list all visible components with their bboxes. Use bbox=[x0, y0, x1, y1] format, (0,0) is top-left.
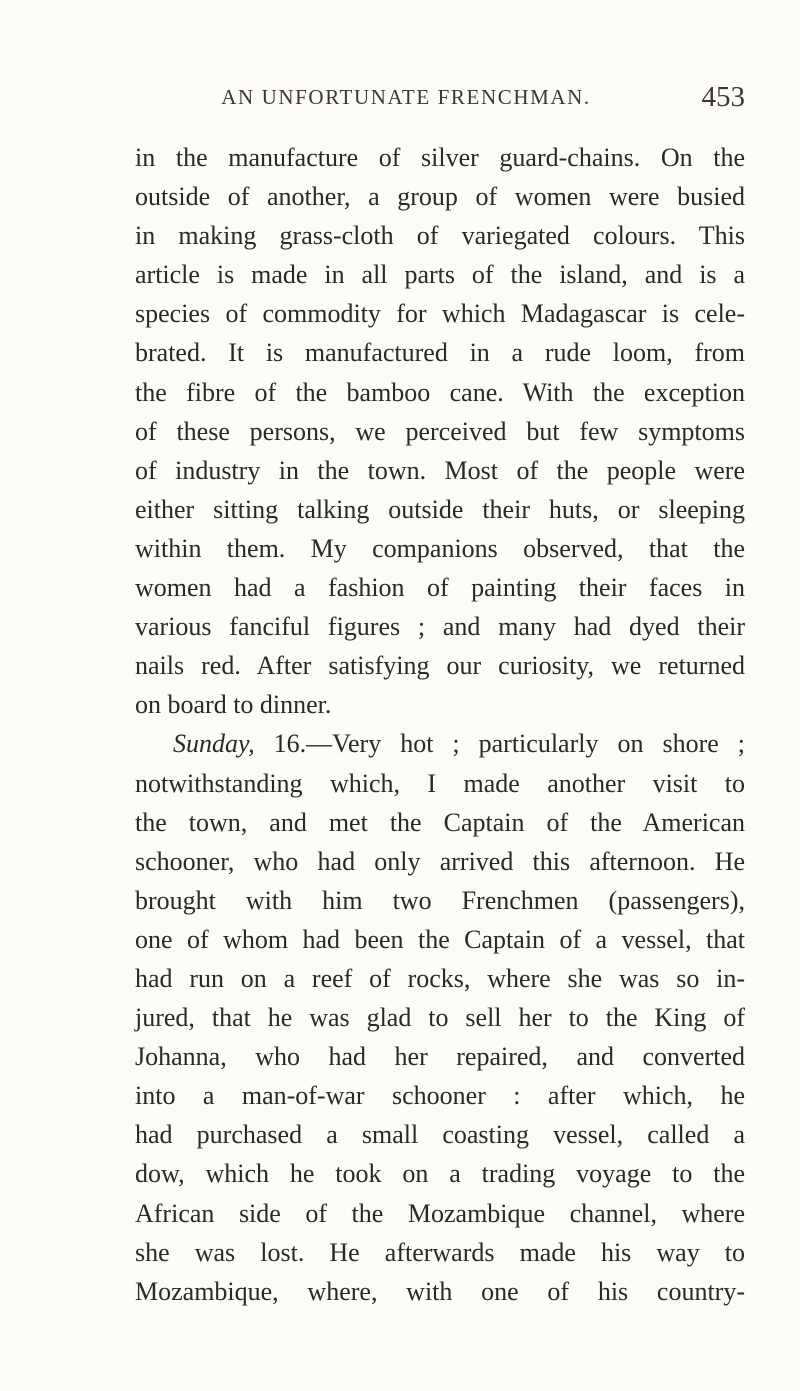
text-line: brought with him two Frenchmen (passengers), bbox=[135, 885, 745, 915]
text-line: schooner, who had only arrived this afternoon. He bbox=[135, 846, 745, 876]
body-text bbox=[135, 138, 745, 1311]
text-line: of industry in the town. Most of the people were bbox=[135, 455, 745, 485]
text-line: species of commodity for which Madagascar is cele- bbox=[135, 299, 745, 329]
text-line: into a man-of-war schooner : after which, he bbox=[135, 1081, 745, 1111]
text-line: Johanna, who had her repaired, and converted bbox=[135, 1042, 745, 1072]
text-line: in the manufacture of silver guard-chains. On the bbox=[135, 143, 745, 172]
text-line: Mozambique, where, with one of his country- bbox=[135, 1276, 745, 1306]
text-line: one of whom had been the Captain of a vessel, that bbox=[135, 924, 745, 954]
text-line: the fibre of the bamboo cane. With the exception bbox=[135, 377, 745, 407]
text-line: within them. My companions observed, that the bbox=[135, 533, 745, 563]
text-line: various fanciful figures ; and many had dyed their bbox=[135, 612, 745, 642]
page-number: 453 bbox=[701, 81, 745, 113]
text-line: outside of another, a group of women were busied bbox=[135, 182, 745, 212]
text-line: article is made in all parts of the island, and is a bbox=[135, 260, 745, 290]
text-line: in making grass-cloth of variegated colours. This bbox=[135, 221, 745, 251]
text-line: African side of the Mozambique channel, where bbox=[135, 1198, 745, 1228]
paragraph-2-first-line bbox=[135, 724, 745, 763]
text-line: jured, that he was glad to sell her to the King of bbox=[135, 1003, 745, 1033]
page-header bbox=[135, 81, 745, 121]
paragraph-end-line: on board to dinner. bbox=[135, 690, 332, 720]
date-heading: Sunday, bbox=[173, 729, 255, 759]
text-line: nails red. After satisfying our curiosity, we returned bbox=[135, 651, 745, 681]
text-line: had run on a reef of rocks, where she was so in- bbox=[135, 963, 745, 993]
text-line: brated. It is manufactured in a rude loom, from bbox=[135, 338, 745, 368]
text-line: the town, and met the Captain of the American bbox=[135, 807, 745, 837]
text-line: dow, which he took on a trading voyage to the bbox=[135, 1159, 745, 1189]
text-line: she was lost. He afterwards made his way to bbox=[135, 1237, 745, 1267]
text-line: either sitting talking outside their huts, or sleeping bbox=[135, 494, 745, 524]
paragraph-2-first-text: 16.—Very hot ; particularly on shore ; bbox=[254, 729, 745, 759]
text-line: had purchased a small coasting vessel, called a bbox=[135, 1120, 745, 1150]
text-line: women had a fashion of painting their faces in bbox=[135, 573, 745, 603]
text-line: of these persons, we perceived but few symptoms bbox=[135, 416, 745, 446]
text-line: notwithstanding which, I made another visit to bbox=[135, 768, 745, 798]
running-head: AN UNFORTUNATE FRENCHMAN. bbox=[221, 85, 591, 109]
